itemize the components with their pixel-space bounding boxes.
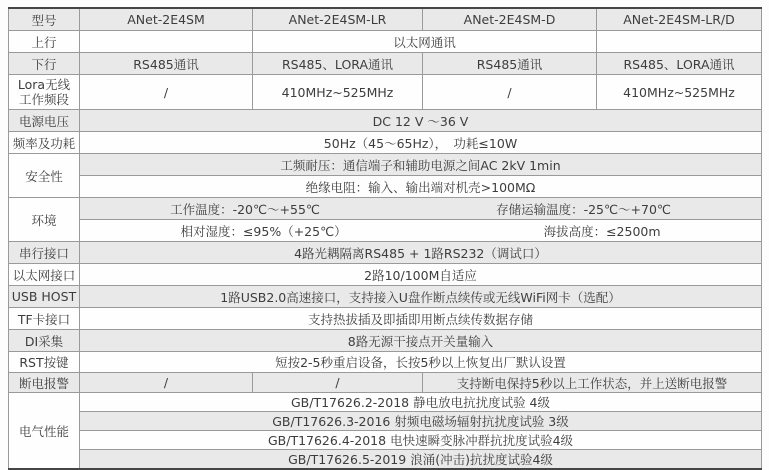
table-row-safety-1	[9, 154, 762, 176]
row-label-electrical: 电气性能	[9, 393, 80, 470]
uplink-value: 以太网通讯	[253, 31, 597, 53]
table-row-environment-1	[9, 198, 762, 220]
row-label-environment: 环境	[9, 198, 80, 242]
serial-value: 4路光耦隔离RS485 + 1路RS232（调试口）	[80, 242, 762, 264]
model-name-3: ANet-2E4SM-D	[423, 8, 597, 31]
row-label-usb: USB HOST	[9, 286, 80, 308]
table-row-power-voltage	[9, 110, 762, 132]
spec-table	[8, 7, 762, 470]
power-alarm-merged: 支持断电保持5秒以上工作状态，并上送断电报警	[423, 373, 762, 393]
env-altitude: 海拔高度：≤2500m	[543, 223, 661, 239]
uplink-empty-right	[597, 31, 762, 53]
environment-value-1	[80, 198, 762, 220]
table-row-uplink	[9, 31, 762, 53]
electrical-value-3: GB/T17626.4-2018 电快速瞬变脉冲群抗扰度试验4级	[80, 431, 762, 450]
electrical-value-2: GB/T17626.3-2016 射频电磁场辐射抗扰度试验 3级	[80, 412, 762, 431]
table-row-electrical-3	[9, 431, 762, 450]
table-row-model	[9, 8, 762, 31]
lora-value-2: 410MHz~525MHz	[253, 75, 423, 110]
table-row-safety-2	[9, 176, 762, 198]
lora-value-3: /	[423, 75, 597, 110]
tf-value: 支持热拔插及即插即用断点续传数据存储	[80, 308, 762, 330]
ethernet-value: 2路10/100M自适应	[80, 264, 762, 286]
uplink-empty-left	[80, 31, 253, 53]
power-alarm-value-1: /	[80, 373, 253, 393]
electrical-value-4: GB/T17626.5-2019 浪涌(冲击)抗扰度试验4级	[80, 450, 762, 470]
model-name-2: ANet-2E4SM-LR	[253, 8, 423, 31]
lora-value-1: /	[80, 75, 253, 110]
spec-sheet	[8, 7, 762, 470]
power-voltage-value: DC 12 V ～36 V	[80, 110, 762, 132]
lora-value-4: 410MHz~525MHz	[597, 75, 762, 110]
table-row-environment-2	[9, 220, 762, 242]
electrical-value-1: GB/T17626.2-2018 静电放电抗扰度试验 4级	[80, 393, 762, 412]
row-label-power-alarm: 断电报警	[9, 373, 80, 393]
table-row-di	[9, 330, 762, 352]
di-value: 8路无源干接点开关量输入	[80, 330, 762, 352]
row-label-power-voltage: 电源电压	[9, 110, 80, 132]
safety-value-2: 绝缘电阻：输入、输出端对机壳>100MΩ	[80, 176, 762, 198]
row-label-tf: TF卡接口	[9, 308, 80, 330]
row-label-rst: RST按键	[9, 352, 80, 373]
table-row-electrical-2	[9, 412, 762, 431]
env-storage-temp: 存储运输温度：-25℃～+70℃	[496, 201, 671, 217]
env-working-temp: 工作温度：-20℃～+55℃	[170, 201, 320, 217]
lora-label-line1: Lora无线	[17, 77, 71, 92]
downlink-value-4: RS485、LORA通讯	[597, 53, 762, 75]
downlink-value-2: RS485、LORA通讯	[253, 53, 423, 75]
downlink-value-3: RS485通讯	[423, 53, 597, 75]
rst-value: 短按2-5秒重启设备，长按5秒以上恢复出厂默认设置	[80, 352, 762, 373]
power-alarm-value-2: /	[253, 373, 423, 393]
table-row-serial	[9, 242, 762, 264]
safety-value-1: 工频耐压：通信端子和辅助电源之间AC 2kV 1min	[80, 154, 762, 176]
table-row-power-alarm	[9, 373, 762, 393]
row-label-lora	[9, 75, 80, 110]
row-label-ethernet: 以太网接口	[9, 264, 80, 286]
table-row-tf	[9, 308, 762, 330]
row-label-uplink: 上行	[9, 31, 80, 53]
row-label-model: 型号	[9, 8, 80, 31]
row-label-freq-power: 频率及功耗	[9, 132, 80, 154]
row-label-safety: 安全性	[9, 154, 80, 198]
model-name-4: ANet-2E4SM-LR/D	[597, 8, 762, 31]
row-label-serial: 串行接口	[9, 242, 80, 264]
row-label-downlink: 下行	[9, 53, 80, 75]
env-humidity: 相对湿度：≤95%（+25℃）	[180, 223, 347, 239]
table-row-downlink	[9, 53, 762, 75]
table-row-freq-power	[9, 132, 762, 154]
usb-value: 1路USB2.0高速接口，支持接入U盘作断点续传或无线WiFi网卡（选配）	[80, 286, 762, 308]
table-row-usb	[9, 286, 762, 308]
table-row-rst	[9, 352, 762, 373]
downlink-value-1: RS485通讯	[80, 53, 253, 75]
lora-label-line2: 工作频段	[18, 92, 69, 107]
model-name-1: ANet-2E4SM	[80, 8, 253, 31]
table-row-electrical-4	[9, 450, 762, 470]
table-row-ethernet	[9, 264, 762, 286]
freq-power-value: 50Hz（45～65Hz）， 功耗≤10W	[80, 132, 762, 154]
row-label-di: DI采集	[9, 330, 80, 352]
environment-value-2	[80, 220, 762, 242]
table-row-lora	[9, 75, 762, 110]
table-row-electrical-1	[9, 393, 762, 412]
